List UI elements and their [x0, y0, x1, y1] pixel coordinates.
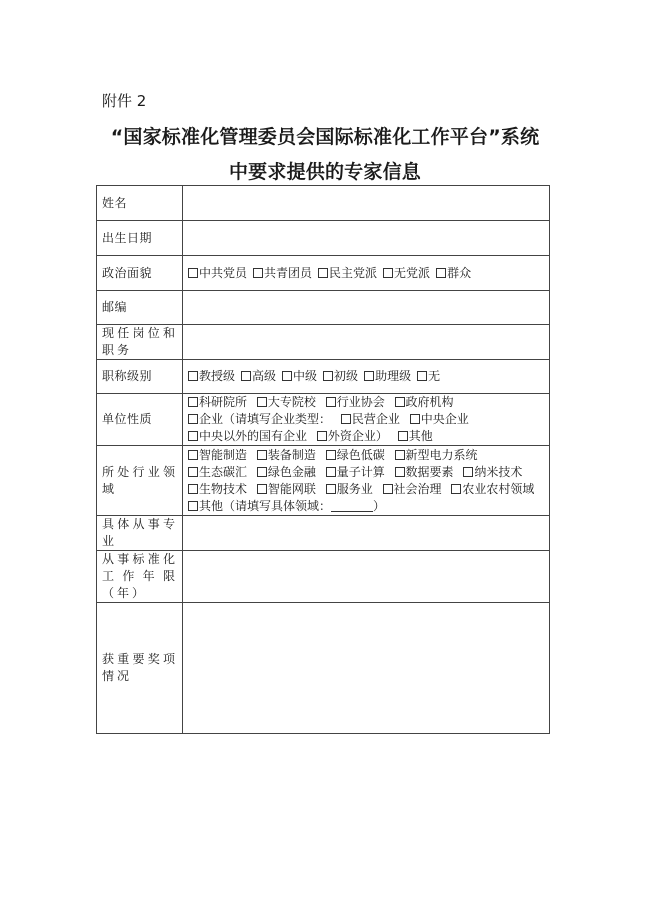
political-option[interactable]: 民主党派	[318, 266, 377, 280]
postcode-field[interactable]	[183, 291, 550, 325]
checkbox-icon[interactable]	[383, 268, 393, 278]
field-option[interactable]: 智能网联	[257, 482, 316, 496]
row-standardization-years	[97, 551, 550, 603]
professional-title-label: 职称级别	[97, 360, 183, 394]
checkbox-icon[interactable]	[188, 467, 198, 477]
checkbox-icon[interactable]	[188, 431, 198, 441]
checkbox-icon[interactable]	[326, 484, 336, 494]
awards-field[interactable]	[183, 603, 550, 734]
unit-option[interactable]: 中央以外的国有企业	[188, 429, 307, 443]
political-option[interactable]: 无党派	[383, 266, 430, 280]
name-label: 姓名	[97, 186, 183, 221]
industry-field-options	[183, 446, 550, 516]
unit-option[interactable]: 企业（请填写企业类型：	[188, 412, 331, 426]
field-option[interactable]: 绿色金融	[257, 465, 316, 479]
name-field[interactable]	[183, 186, 550, 221]
row-awards	[97, 603, 550, 734]
checkbox-icon[interactable]	[188, 268, 198, 278]
field-option[interactable]: 农业农村领域	[451, 482, 534, 496]
expert-info-table	[96, 185, 550, 734]
checkbox-icon[interactable]	[188, 501, 198, 511]
unit-type-options	[183, 394, 550, 446]
position-field[interactable]	[183, 325, 550, 360]
unit-option[interactable]: 行业协会	[326, 395, 385, 409]
field-option[interactable]: 装备制造	[257, 448, 316, 462]
checkbox-icon[interactable]	[188, 397, 198, 407]
title-option[interactable]: 初级	[323, 369, 358, 383]
checkbox-icon[interactable]	[188, 371, 198, 381]
specialty-label: 具体从事专业	[97, 516, 183, 551]
title-option[interactable]: 教授级	[188, 369, 235, 383]
checkbox-icon[interactable]	[417, 371, 427, 381]
checkbox-icon[interactable]	[326, 450, 336, 460]
unit-option[interactable]: 政府机构	[395, 395, 454, 409]
checkbox-icon[interactable]	[395, 450, 405, 460]
row-unit-type	[97, 394, 550, 446]
political-option[interactable]: 共青团员	[253, 266, 312, 280]
checkbox-icon[interactable]	[318, 268, 328, 278]
row-postcode	[97, 291, 550, 325]
awards-label: 获重要奖项情况	[97, 603, 183, 734]
title-option[interactable]: 助理级	[364, 369, 411, 383]
field-option[interactable]: 量子计算	[326, 465, 385, 479]
field-option[interactable]: 数据要素	[395, 465, 454, 479]
title-option[interactable]: 无	[417, 369, 440, 383]
checkbox-icon[interactable]	[257, 467, 267, 477]
birth-date-label: 出生日期	[97, 221, 183, 256]
title-option[interactable]: 中级	[282, 369, 317, 383]
professional-title-options	[183, 360, 550, 394]
political-option[interactable]: 群众	[436, 266, 471, 280]
standardization-years-label: 从事标准化工作年限（年）	[97, 551, 183, 603]
political-status-options	[183, 256, 550, 291]
checkbox-icon[interactable]	[395, 467, 405, 477]
checkbox-icon[interactable]	[341, 414, 351, 424]
birth-date-field[interactable]	[183, 221, 550, 256]
checkbox-icon[interactable]	[383, 484, 393, 494]
unit-option[interactable]: 外资企业）	[317, 429, 388, 443]
row-specialty	[97, 516, 550, 551]
unit-option[interactable]: 科研院所	[188, 395, 247, 409]
field-option[interactable]: 生物技术	[188, 482, 247, 496]
unit-option[interactable]: 大专院校	[257, 395, 316, 409]
field-option[interactable]: 新型电力系统	[395, 448, 478, 462]
specialty-field[interactable]	[183, 516, 550, 551]
checkbox-icon[interactable]	[451, 484, 461, 494]
political-status-label: 政治面貌	[97, 256, 183, 291]
political-option[interactable]: 中共党员	[188, 266, 247, 280]
checkbox-icon[interactable]	[323, 371, 333, 381]
row-political-status	[97, 256, 550, 291]
checkbox-icon[interactable]	[282, 371, 292, 381]
unit-option[interactable]: 其他	[398, 429, 433, 443]
standardization-years-field[interactable]	[183, 551, 550, 603]
field-option[interactable]: 绿色低碳	[326, 448, 385, 462]
checkbox-icon[interactable]	[241, 371, 251, 381]
industry-field-label: 所处行业领域	[97, 446, 183, 516]
row-professional-title	[97, 360, 550, 394]
attachment-label: 附件 2	[102, 92, 147, 110]
checkbox-icon[interactable]	[326, 467, 336, 477]
postcode-label: 邮编	[97, 291, 183, 325]
field-option[interactable]: 生态碳汇	[188, 465, 247, 479]
field-option[interactable]: 纳米技术	[463, 465, 522, 479]
unit-type-label: 单位性质	[97, 394, 183, 446]
checkbox-icon[interactable]	[364, 371, 374, 381]
checkbox-icon[interactable]	[317, 431, 327, 441]
row-industry-field	[97, 446, 550, 516]
checkbox-icon[interactable]	[253, 268, 263, 278]
field-option[interactable]: 服务业	[326, 482, 373, 496]
checkbox-icon[interactable]	[398, 431, 408, 441]
row-name	[97, 186, 550, 221]
checkbox-icon[interactable]	[188, 450, 198, 460]
field-option[interactable]: 社会治理	[383, 482, 442, 496]
checkbox-icon[interactable]	[188, 484, 198, 494]
checkbox-icon[interactable]	[463, 467, 473, 477]
other-field-blank[interactable]	[331, 500, 373, 512]
unit-option[interactable]: 民营企业	[341, 412, 400, 426]
checkbox-icon[interactable]	[257, 397, 267, 407]
field-option[interactable]: 智能制造	[188, 448, 247, 462]
checkbox-icon[interactable]	[436, 268, 446, 278]
checkbox-icon[interactable]	[410, 414, 420, 424]
checkbox-icon[interactable]	[257, 484, 267, 494]
field-option-other[interactable]: 其他（请填写具体领域： ）	[188, 499, 385, 513]
checkbox-icon[interactable]	[326, 397, 336, 407]
form-title-line-2: 中要求提供的专家信息	[228, 161, 421, 183]
position-label: 现任岗位和职务	[97, 325, 183, 360]
checkbox-icon[interactable]	[257, 450, 267, 460]
row-position	[97, 325, 550, 360]
unit-option[interactable]: 中央企业	[410, 412, 469, 426]
checkbox-icon[interactable]	[395, 397, 405, 407]
row-birth-date	[97, 221, 550, 256]
title-option[interactable]: 高级	[241, 369, 276, 383]
form-title-line-1: “国家标准化管理委员会国际标准化工作平台”系统	[110, 126, 540, 148]
checkbox-icon[interactable]	[188, 414, 198, 424]
